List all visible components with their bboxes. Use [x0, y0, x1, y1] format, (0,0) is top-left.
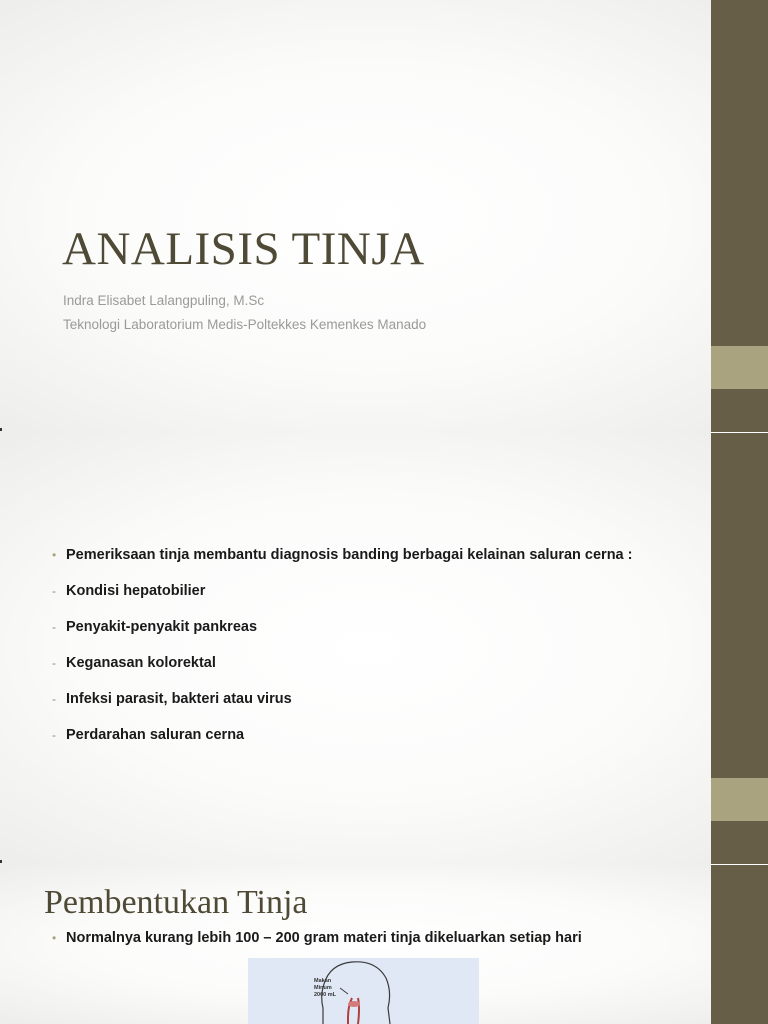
slide-divider	[711, 432, 768, 433]
list-item-text: Pemeriksaan tinja membantu diagnosis banding berbagai kelainan saluran cerna :	[66, 547, 633, 563]
dash-icon: -	[52, 656, 56, 670]
dash-icon: -	[52, 584, 56, 598]
slide-divider	[711, 864, 768, 865]
sidebar-accent-block	[711, 778, 768, 821]
author-affiliation: Teknologi Laboratorium Medis-Poltekkes Kemenkes Manado	[63, 317, 427, 332]
list-item	[52, 930, 582, 946]
list-item-text: Keganasan kolorektal	[66, 655, 216, 671]
figure-label: 2000 mL	[314, 992, 337, 998]
list-item-intro	[52, 545, 632, 565]
slide-corner-mark	[0, 860, 2, 863]
sidebar-band	[711, 864, 768, 1024]
slide-corner-mark	[0, 428, 2, 431]
list-item-text: Kondisi hepatobilier	[66, 583, 206, 599]
author-name: Indra Elisabet Lalangpuling, M.Sc	[63, 293, 265, 308]
list-item	[52, 689, 632, 709]
list-item-text: Normalnya kurang lebih 100 – 200 gram materi tinja dikeluarkan setiap hari	[66, 930, 582, 946]
list-item-text: Penyakit-penyakit pankreas	[66, 619, 258, 635]
slide-content	[0, 432, 768, 864]
head-outline-icon	[248, 958, 479, 1024]
list-item	[52, 725, 632, 745]
dash-icon: -	[52, 728, 56, 742]
presentation-title: ANALISIS TINJA	[62, 223, 425, 275]
slide-heading: Pembentukan Tinja	[44, 884, 308, 921]
slide-formation	[0, 864, 768, 1024]
figure-label: Makan	[314, 978, 332, 984]
list-item-text: Infeksi parasit, bakteri atau virus	[66, 691, 292, 707]
list-item-text: Perdarahan saluran cerna	[66, 727, 245, 743]
figure-label: Minum	[314, 985, 332, 991]
bullet-list	[52, 545, 632, 761]
digestive-system-figure	[248, 958, 479, 1024]
sidebar-accent-block	[711, 346, 768, 389]
slide-title	[0, 0, 768, 432]
list-item	[52, 581, 632, 601]
figure-labels	[314, 978, 336, 999]
bullet-dot-icon: •	[52, 548, 57, 562]
dash-icon: -	[52, 692, 56, 706]
list-item	[52, 653, 632, 673]
dash-icon: -	[52, 620, 56, 634]
list-item	[52, 617, 632, 637]
bullet-dot-icon: •	[52, 931, 57, 945]
